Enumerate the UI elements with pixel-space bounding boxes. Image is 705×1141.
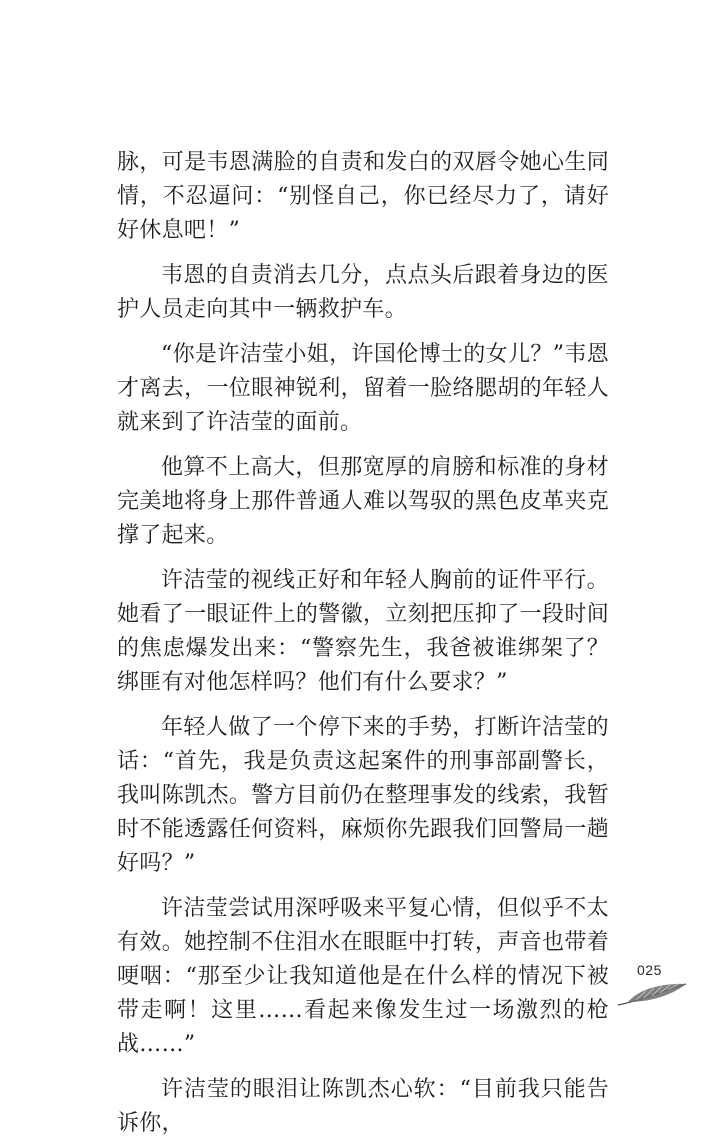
paragraph: 许洁莹的视线正好和年轻人胸前的证件平行。她看了一眼证件上的警徽，立刻把压抑了一段时间的焦虑爆发出来：“警察先生，我爸被谁绑架了？绑匪有对他怎样吗？他们有什么要求？” xyxy=(117,568,609,695)
paragraph: 年轻人做了一个停下来的手势，打断许洁莹的话：“首先，我是负责这起案件的刑事部副警长，我叫陈凯杰。警方目前仍在整理事发的线索，我暂时不能透露任何资料，麻烦你先跟我们回警局一趟好吗？” xyxy=(117,715,609,876)
paragraph: 脉，可是韦恩满脸的自责和发白的双唇令她心生同情，不忍逼问：“别怪自己，你已经尽力了，请好好休息吧！” xyxy=(117,150,609,243)
page-number: 025 xyxy=(637,962,662,978)
paragraph: “你是许洁莹小姐，许国伦博士的女儿？”韦恩才离去，一位眼神锐利，留着一脸络腮胡的年轻人就来到了许洁莹的面前。 xyxy=(117,342,609,435)
paragraph: 许洁莹的眼泪让陈凯杰心软：“目前我只能告诉你， xyxy=(117,1077,609,1136)
paragraph: 他算不上高大，但那宽厚的肩膀和标准的身材完美地将身上那件普通人难以驾驭的黑色皮革夹克撑了起来。 xyxy=(117,455,609,548)
paragraph: 许洁莹尝试用深呼吸来平复心情，但似乎不太有效。她控制不住泪水在眼眶中打转，声音也带着哽咽：“那至少让我知道他是在什么样的情况下被带走啊！这里……看起来像发生过一场激烈的枪战……” xyxy=(117,896,609,1057)
feather-icon xyxy=(616,980,688,1008)
paragraph: 韦恩的自责消去几分，点点头后跟着身边的医护人员走向其中一辆救护车。 xyxy=(117,263,609,322)
body-text xyxy=(117,146,609,1141)
